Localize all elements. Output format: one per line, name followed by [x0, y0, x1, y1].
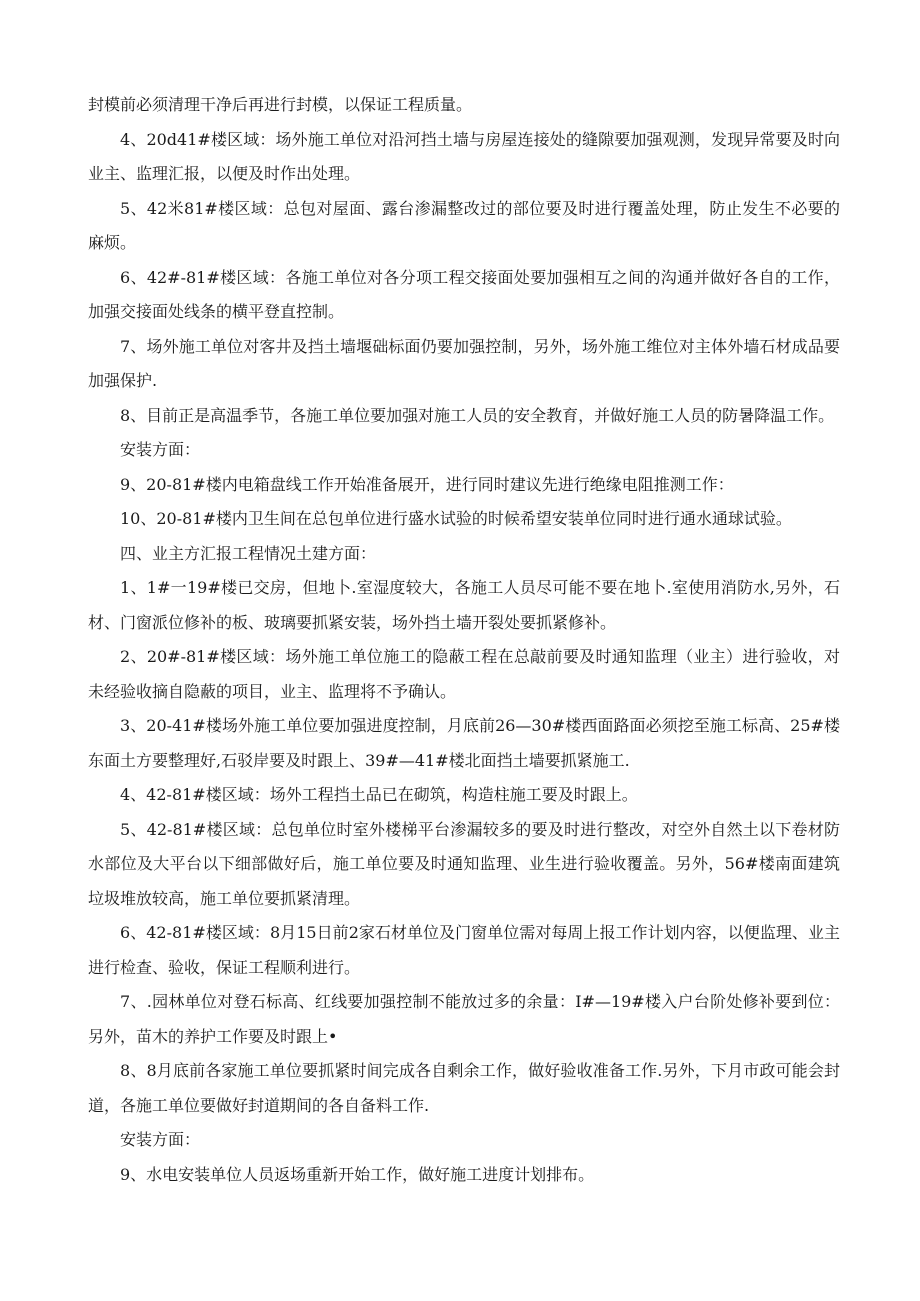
paragraph-owner-item-8: 8、8月底前各家施工单位要抓紧时间完成各自剩余工作，做好验收准备工作.另外，下月市政可能会封道，各施工单位要做好封道期间的各自备料工作.: [88, 1061, 840, 1115]
paragraph-owner-item-4: 4、42-81#楼区域：场外工程挡土品已在砌筑，构造柱施工要及时跟上。: [120, 785, 638, 804]
paragraph-owner-item-3: 3、20-41#楼场外施工单位要加强进度控制，月底前26—30#楼西面路面必须挖至施工标高、25#楼东面土方要整理好,石驳岸要及时跟上、39#—41#楼北面挡土墙要抓紧施工.: [88, 716, 840, 770]
section-heading-installation: 安装方面：: [120, 440, 201, 459]
paragraph-item-7: 7、场外施工单位对客井及挡土墙堰础标面仍要加强控制，另外，场外施工维位对主体外墙石材成品要加强保护.: [88, 336, 840, 390]
paragraph-owner-item-2: 2、20#-81#楼区域：场外施工单位施工的隐蔽工程在总敲前要及时通知监理（业主）进行验收，对未经验收摘自隐蔽的项目，业主、监理将不予确认。: [88, 647, 840, 701]
paragraph-owner-item-9: 9、水电安装单位人员返场重新开始工作，做好施工进度计划排布。: [120, 1164, 595, 1184]
paragraph-item-5-area: 5、42米81#楼区域：总包对屋面、露台渗漏整改过的部位要及时进行覆盖处理，防止发生不必要的麻烦。: [88, 198, 840, 252]
paragraph-owner-item-1: 1、1#一19#楼已交房，但地卜.室湿度较大，各施工人员尽可能不要在地卜.室使用消防水,另外，石材、门窗派位修补的板、玻璃要抓紧安装，场外挡土墙开裂处要抓紧修补。: [88, 578, 840, 632]
paragraph-owner-item-6: 6、42-81#楼区域：8月15日前2家石材单位及门窗单位需对每周上报工作计划内容，以便监理、业主进行检查、验收，保证工程顺利进行。: [88, 923, 840, 977]
paragraph-owner-item-5: 5、42-81#楼区域：总包单位时室外楼梯平台渗漏较多的要及时进行整改，对空外自然土以下卷材防水部位及大平台以下细部做好后，施工单位要及时通知监理、业生进行验收覆盖。另外，56#楼南面建筑垃圾堆放较高，施工单位要抓紧清理。: [88, 819, 840, 908]
paragraph-item-6-area: 6、42#-81#楼区域：各施工单位对各分项工程交接面处要加强相互之间的沟通并做好各自的工作，加强交接面处线条的横平登直控制。: [88, 267, 840, 321]
section-heading-installation-2: 安装方面：: [120, 1130, 201, 1149]
paragraph-continuation: 封模前必须清理干净后再进行封模，以保证工程质量。: [88, 95, 473, 114]
paragraph-item-10: 10、20-81#楼内卫生间在总包单位进行盛水试验的时候希望安装单位同时进行通水通球试验。: [120, 509, 792, 528]
paragraph-item-8: 8、目前正是高温季节，各施工单位要加强对施工人员的安全教育，并做好施工人员的防暑降温工作。: [120, 405, 835, 425]
section-heading-owner-report: 四、业主方汇报工程情况土建方面：: [120, 543, 377, 563]
paragraph-item-9: 9、20-81#楼内电箱盘线工作开始准备展开，进行同时建议先进行绝缘电阻推测工作：: [120, 474, 734, 494]
paragraph-item-4-area: 4、20d41#楼区域：场外施工单位对沿河挡土墙与房屋连接处的缝隙要加强观测，发现异常要及时向业主、监理汇报，以便及时作出处理。: [88, 129, 840, 183]
paragraph-owner-item-7: 7、.园林单位对登石标高、红线要加强控制不能放过多的余量：I#—19#楼入户台阶处修补要到位：另外，苗木的养护工作要及时跟上•: [88, 992, 840, 1046]
